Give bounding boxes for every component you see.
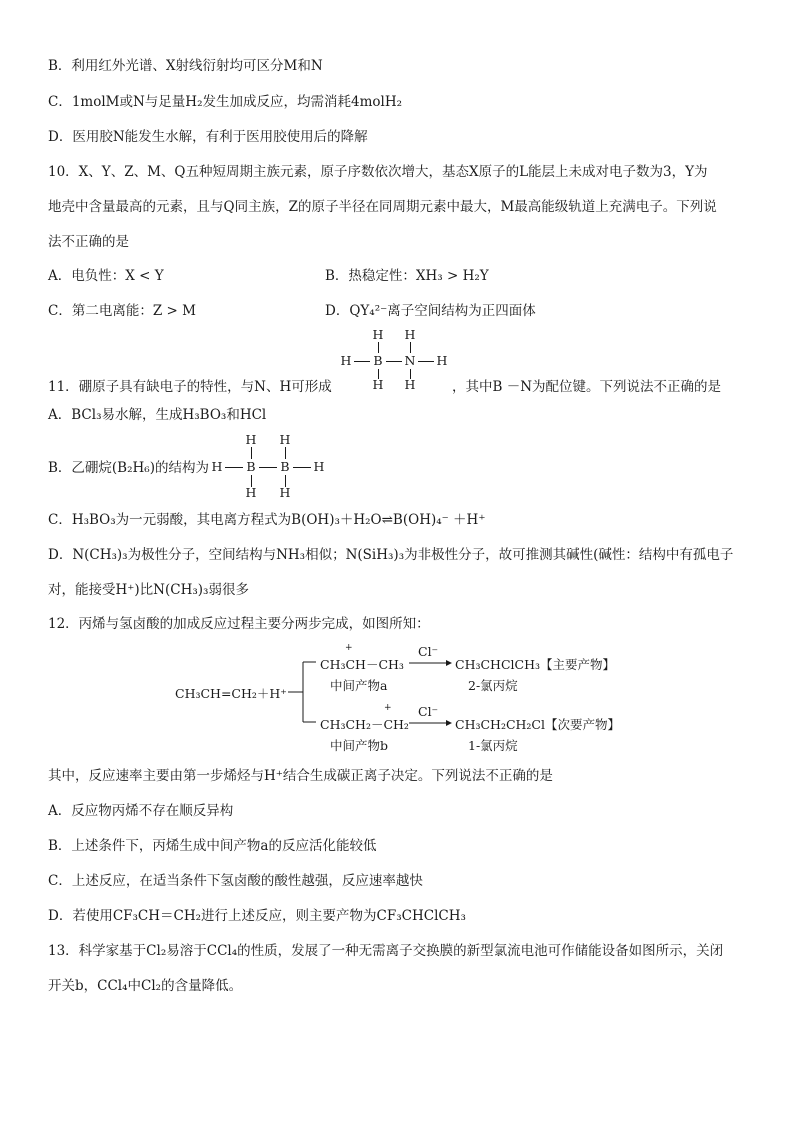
bond	[386, 361, 402, 362]
atom-h: H	[279, 432, 291, 447]
bond	[378, 342, 379, 353]
q9-option-d: D．医用胶N能发生水解，有利于医用胶使用后的降解	[48, 129, 368, 145]
bond	[410, 342, 411, 353]
q10-stem-line2: 地壳中含量最高的元素，且与Q同主族，Z的原子半径在同周期元素中最大，M最高能级轨道上充满电子。下列说	[48, 199, 717, 215]
intermediate-b: CH₃CH₂－CH₂	[320, 717, 409, 732]
q10-stem-line3: 法不正确的是	[48, 234, 129, 250]
atom-h: H	[404, 377, 416, 392]
atom-b: B	[246, 459, 256, 474]
atom-h: H	[313, 459, 325, 474]
q11-option-c: C．H₃BO₃为一元弱酸，其电离方程式为B(OH)₃＋H₂O⇌B(OH)₄⁻ ＋H⁺	[48, 512, 486, 528]
reactant-propene: CH₃CH=CH₂＋H⁺	[175, 686, 287, 701]
atom-n: N	[404, 353, 416, 368]
intermediate-a: CH₃CH－CH₃	[320, 657, 404, 672]
diborane-structure	[208, 430, 328, 502]
bond	[285, 447, 286, 459]
q13-stem-line2: 开关b，CCl₄中Cl₂的含量降低。	[48, 978, 243, 994]
atom-h: H	[404, 327, 416, 342]
q11-stem-part1: 11．硼原子具有缺电子的特性，与N、H可形成	[48, 379, 332, 395]
q12-note: 其中，反应速率主要由第一步烯烃与H⁺结合生成碳正离子决定。下列说法不正确的是	[48, 768, 553, 784]
product-b: CH₃CH₂CH₂Cl【次要产物】	[455, 717, 620, 732]
atom-h: H	[372, 377, 384, 392]
product-a: CH₃CHClCH₃【主要产物】	[455, 657, 615, 672]
q10-option-b: B．热稳定性：XH₃ > H₂Y	[325, 268, 489, 284]
q11-option-d-line1: D．N(CH₃)₃为极性分子，空间结构与NH₃相似；N(SiH₃)₃为非极性分子，故可推测其碱性(碱性：结构中有孤电子	[48, 547, 734, 563]
atom-b: B	[373, 353, 383, 368]
q9-option-b: B．利用红外光谱、X射线衍射均可区分M和N	[48, 58, 323, 74]
q10-option-c: C．第二电离能：Z > M	[48, 303, 196, 319]
q12-option-c: C．上述反应，在适当条件下氢卤酸的酸性越强，反应速率越快	[48, 873, 423, 889]
intermediate-a-label: 中间产物a	[330, 678, 388, 693]
intermediate-b-label: 中间产物b	[330, 738, 389, 753]
q10-stem-line1: 10．X、Y、Z、M、Q五种短周期主族元素，原子序数依次增大，基态X原子的L能层上未成对电子数为3，Y为	[48, 164, 708, 180]
bond	[293, 467, 311, 468]
atom-h: H	[211, 459, 223, 474]
product-a-name: 2-氯丙烷	[468, 678, 518, 693]
bond	[354, 361, 370, 362]
atom-b: B	[280, 459, 290, 474]
q11-stem-part2: ，其中B －N为配位键。下列说法不正确的是	[452, 379, 722, 395]
q10-option-a: A．电负性：X < Y	[48, 268, 164, 284]
reagent-chloride-a: Cl⁻	[418, 644, 439, 659]
q9-option-c: C．1molM或N与足量H₂发生加成反应，均需消耗4molH₂	[48, 94, 403, 110]
bond	[259, 467, 277, 468]
propene-addition-scheme	[0, 640, 794, 760]
atom-h: H	[436, 353, 448, 368]
q12-option-a: A．反应物丙烯不存在顺反异构	[48, 803, 234, 819]
bond	[251, 447, 252, 459]
q11-option-b: B．乙硼烷(B₂H₆)的结构为	[48, 460, 209, 476]
atom-h: H	[279, 485, 291, 500]
q13-stem-line1: 13．科学家基于Cl₂易溶于CCl₄的性质，发展了一种无需离子交换膜的新型氯流电池可作储能设备如图所示，关闭	[48, 943, 724, 959]
bond	[418, 361, 434, 362]
product-b-name: 1-氯丙烷	[468, 738, 518, 753]
reagent-chloride-b: Cl⁻	[418, 704, 439, 719]
atom-h: H	[245, 485, 257, 500]
q12-stem: 12．丙烯与氢卤酸的加成反应过程主要分两步完成，如图所知：	[48, 616, 430, 632]
atom-h: H	[372, 327, 384, 342]
carbocation-charge-b: +	[384, 703, 392, 713]
q11-option-a: A．BCl₃易水解，生成H₃BO₃和HCl	[48, 407, 267, 423]
q10-option-d: D．QY₄²⁻离子空间结构为正四面体	[325, 303, 536, 319]
q12-option-d: D．若使用CF₃CH＝CH₂进行上述反应，则主要产物为CF₃CHClCH₃	[48, 908, 466, 924]
carbocation-charge-a: +	[345, 643, 353, 653]
atom-h: H	[245, 432, 257, 447]
ammonia-borane-structure	[338, 326, 456, 392]
bond	[225, 467, 243, 468]
atom-h: H	[340, 353, 352, 368]
q11-option-d-line2: 对，能接受H⁺)比N(CH₃)₃弱很多	[48, 582, 249, 598]
q12-option-b: B．上述条件下，丙烯生成中间产物a的反应活化能较低	[48, 838, 377, 854]
